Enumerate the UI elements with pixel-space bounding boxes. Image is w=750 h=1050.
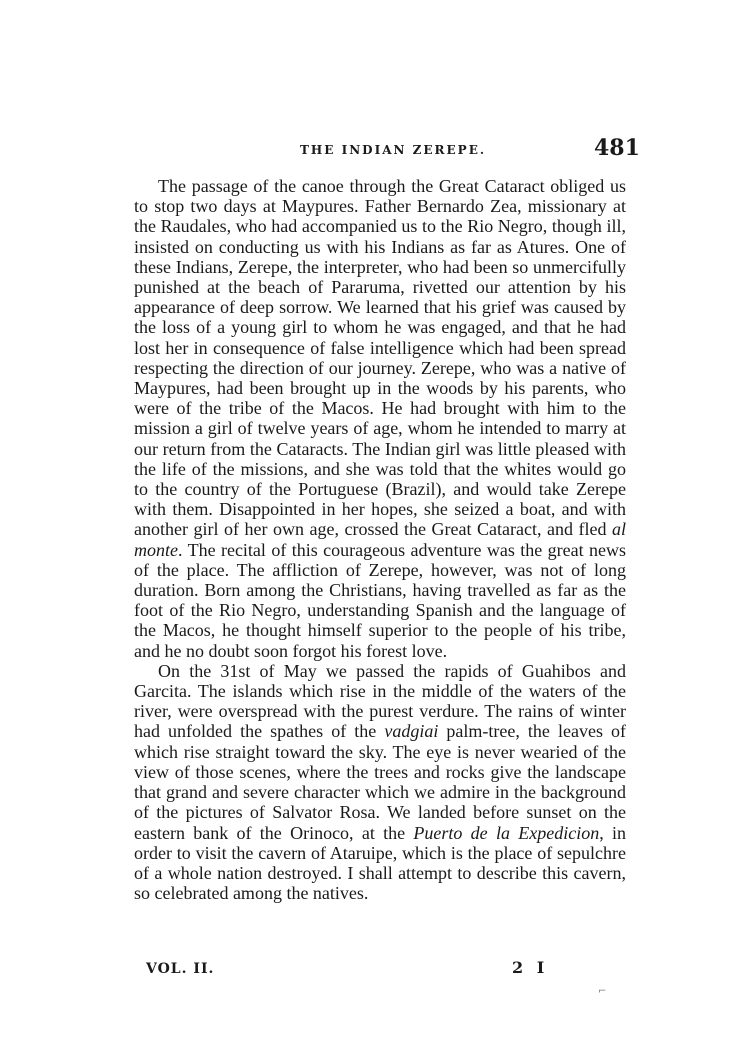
paragraph-2-text-3: , in order to visit the cavern of Ataruipe, which is the place of sepulchre of a whole nation destroyed. I shall attempt to describe this cavern, so celebrated among the natives. xyxy=(134,822,627,904)
paragraph-1 xyxy=(134,176,626,661)
paragraph-1-text-2: . The recital of this courageous adventure was the great news of the place. The affliction of Zerepe, however, was not of long duration. Born among the Christians, having travelled as far as the foot of the Rio Negro, understanding Spanish and the language of the Macos, he thought himself superior to the people of his tribe, and he no doubt soon forgot his forest love. xyxy=(134,539,626,661)
signature-mark: 2 I xyxy=(512,958,549,977)
volume-label: VOL. II. xyxy=(146,961,215,977)
running-title: THE INDIAN ZEREPE. xyxy=(300,143,487,157)
paragraph-1-text-1: The passage of the canoe through the Great Cataract obliged us to stop two days at Maypures. Father Bernardo Zea, missionary at the Raudales, who had accompanied us to the Rio Negro, though ill, insisted on conducting us with his Indians as far as Atures. One of these Indians, Zerepe, the interpreter, who had been so unmercifully punished at the beach of Pararuma, rivetted our attention by his appearance of deep sorrow. We learned that his grief was caused by the loss of a young girl to whom he was engaged, and that he had lost her in consequence of false intelligence which had been spread respecting the direction of our journey. Zerepe, who was a native of Maypures, had been brought up in the woods by his parents, who were of the tribe of the Macos. He had brought with him to the mission a girl of twelve years of age, whom he intended to marry at our return from the Cataracts. The Indian girl was little pleased with the life of the missions, and she was told that the whites would go to the country of the Portuguese (Brazil), and would take Zerepe with them. Disappointed in her hopes, she seized a boat, and with another girl of her own age, crossed the Great Cataract, and fled xyxy=(134,176,626,540)
paragraph-2-italic-phrase-1: vadgiai xyxy=(384,721,439,742)
paragraph-1-italic-phrase: al monte xyxy=(134,519,626,560)
page-number: 481 xyxy=(594,135,640,161)
paragraph-2 xyxy=(134,661,626,903)
paragraph-2-text-2: palm-tree, the leaves of which rise straight toward the sky. The eye is never wearied of the view of those scenes, where the trees and rocks give the landscape that grand and severe character which we admire in the background of the pictures of Salvator Rosa. We landed before sunset on the eastern bank of the Orinoco, at the xyxy=(134,721,627,843)
paragraph-2-text-1: On the 31st of May we passed the rapids of Guahibos and Garcita. The islands which rise in the middle of the waters of the river, were overspread with the purest verdure. The rains of winter had unfolded the spathes of the xyxy=(134,660,626,742)
printer-mark: ⌐ xyxy=(598,986,607,997)
body-text xyxy=(134,176,626,903)
paragraph-2-italic-phrase-2: Puerto de la Expedicion xyxy=(413,822,600,843)
